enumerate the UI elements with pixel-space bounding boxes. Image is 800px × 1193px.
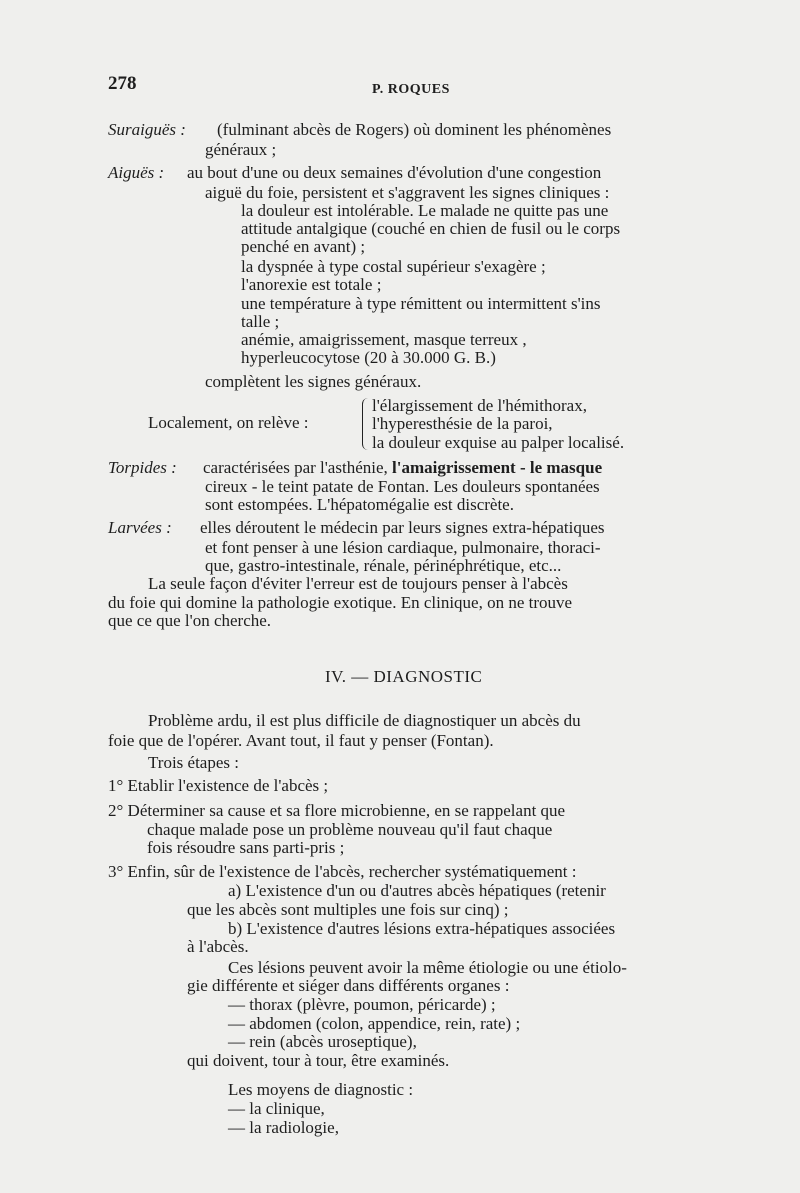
- text-line: que, gastro-intestinale, rénale, périnéphrétique, etc...: [205, 556, 562, 575]
- means-item: — la clinique,: [228, 1099, 325, 1118]
- text-line: hyperleucocytose (20 à 30.000 G. B.): [241, 348, 496, 367]
- step-2: 2° Déterminer sa cause et sa flore microbienne, en se rappelant que: [108, 801, 566, 820]
- step-3: 3° Enfin, sûr de l'existence de l'abcès, rechercher systématiquement :: [108, 862, 577, 881]
- organ-item: — abdomen (colon, appendice, rein, rate) ;: [228, 1014, 521, 1033]
- organ-item: — thorax (plèvre, poumon, péricarde) ;: [228, 995, 496, 1014]
- local-item: la douleur exquise au palper localisé.: [372, 433, 625, 452]
- text-line: généraux ;: [205, 140, 277, 159]
- text-line: talle ;: [241, 312, 280, 331]
- means-item: — la radiologie,: [228, 1118, 339, 1137]
- text-line: Trois étapes :: [148, 753, 239, 772]
- text-line: a) L'existence d'un ou d'autres abcès hépatiques (retenir: [228, 881, 606, 900]
- text-line: b) L'existence d'autres lésions extra-hépatiques associées: [228, 919, 616, 938]
- text-line: que les abcès sont multiples une fois sur cinq) ;: [187, 900, 509, 919]
- local-item: l'élargissement de l'hémithorax,: [372, 396, 587, 415]
- text-line: qui doivent, tour à tour, être examinés.: [187, 1051, 450, 1070]
- text-line: (fulminant abcès de Rogers) où dominent les phénomènes: [217, 120, 612, 139]
- text-line: foie que de l'opérer. Avant tout, il faut y penser (Fontan).: [108, 731, 494, 750]
- text-line: elles déroutent le médecin par leurs signes extra-hépatiques: [200, 518, 605, 537]
- text-line: sont estompées. L'hépatomégalie est discrète.: [205, 495, 514, 514]
- text-line: Ces lésions peuvent avoir la même étiologie ou une étiolo-: [228, 958, 627, 977]
- step-1: 1° Etablir l'existence de l'abcès ;: [108, 776, 329, 795]
- text-line: La seule façon d'éviter l'erreur est de toujours penser à l'abcès: [148, 574, 568, 593]
- text-line: complètent les signes généraux.: [205, 372, 422, 391]
- text-line: chaque malade pose un problème nouveau qu'il faut chaque: [147, 820, 553, 839]
- text-line: fois résoudre sans parti-pris ;: [147, 838, 345, 857]
- term-torpides: Torpides :: [108, 458, 177, 477]
- text-line: caractérisées par l'asthénie, l'amaigrissement - le masque: [203, 458, 603, 477]
- text-line: et font penser à une lésion cardiaque, pulmonaire, thoraci-: [205, 538, 601, 557]
- term-larvees: Larvées :: [108, 518, 172, 537]
- page-number: 278: [108, 73, 137, 94]
- text-line: Les moyens de diagnostic :: [228, 1080, 414, 1099]
- text-line: penché en avant) ;: [241, 237, 366, 256]
- text-line: cireux - le teint patate de Fontan. Les douleurs spontanées: [205, 477, 600, 496]
- text-line: Problème ardu, il est plus difficile de diagnostiquer un abcès du: [148, 711, 581, 730]
- organ-item: — rein (abcès uroseptique),: [228, 1032, 417, 1051]
- local-lead: Localement, on relève :: [148, 413, 309, 432]
- term-suraigues: Suraiguës :: [108, 120, 186, 139]
- text-line: à l'abcès.: [187, 937, 249, 956]
- term-aigues: Aiguës :: [108, 163, 165, 182]
- text-line: gie différente et siéger dans différents organes :: [187, 976, 510, 995]
- brace: [362, 398, 371, 450]
- text-line: l'anorexie est totale ;: [241, 275, 382, 294]
- text-line: attitude antalgique (couché en chien de fusil ou le corps: [241, 219, 621, 238]
- text-line: une température à type rémittent ou intermittent s'ins: [241, 294, 601, 313]
- text-line: du foie qui domine la pathologie exotique. En clinique, on ne trouve: [108, 593, 573, 612]
- text-line: que ce que l'on cherche.: [108, 611, 272, 630]
- text-line: au bout d'une ou deux semaines d'évolution d'une congestion: [187, 163, 602, 182]
- text-line: aiguë du foie, persistent et s'aggravent les signes cliniques :: [205, 183, 610, 202]
- text-line: la dyspnée à type costal supérieur s'exagère ;: [241, 257, 546, 276]
- running-head: P. ROQUES: [372, 82, 450, 97]
- text-line: la douleur est intolérable. Le malade ne quitte pas une: [241, 201, 609, 220]
- local-item: l'hyperesthésie de la paroi,: [372, 414, 553, 433]
- text-line: anémie, amaigrissement, masque terreux ,: [241, 330, 527, 349]
- section-title: IV. — DIAGNOSTIC: [325, 667, 483, 686]
